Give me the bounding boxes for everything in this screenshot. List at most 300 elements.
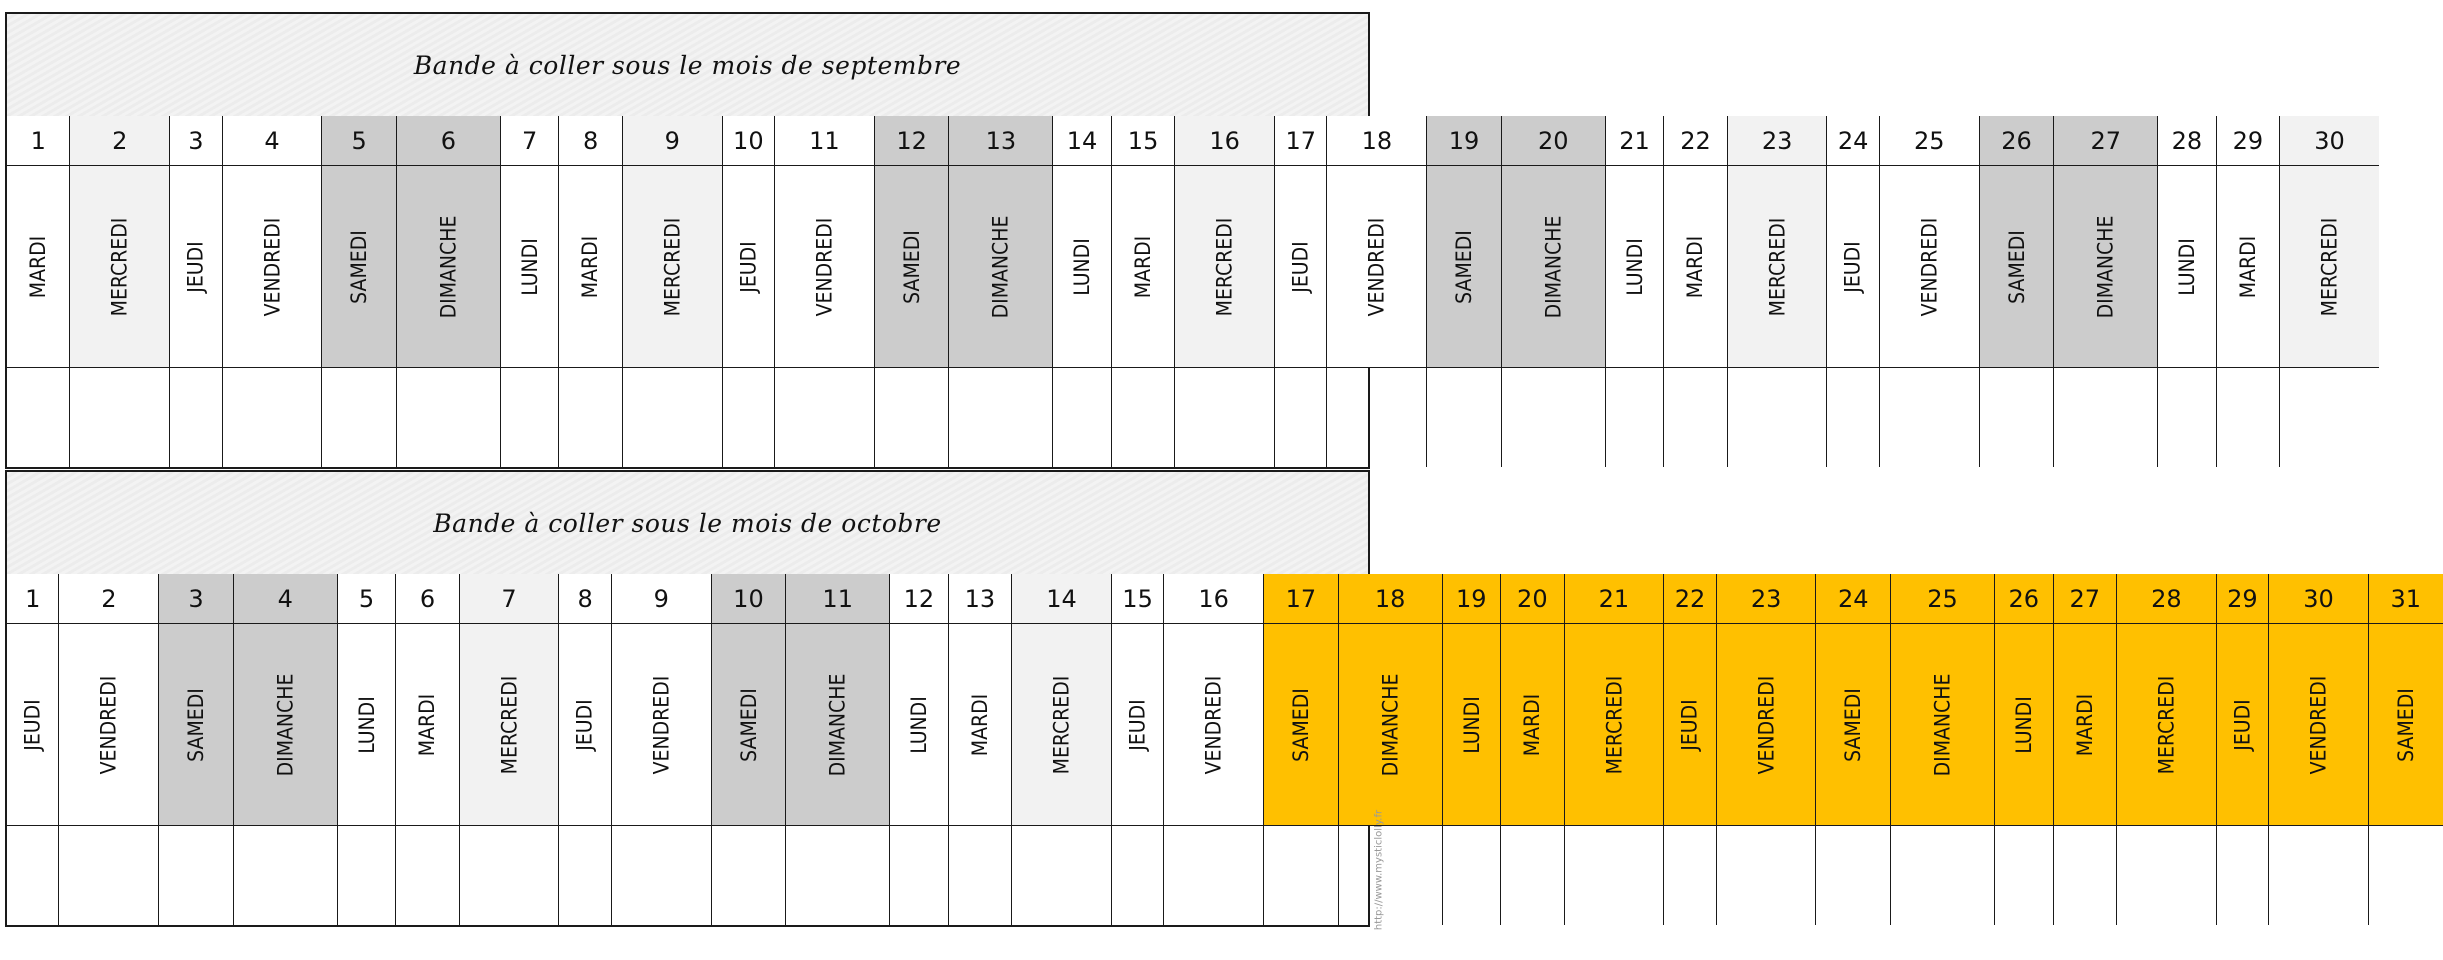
day-number: 10 (712, 574, 786, 624)
day-number: 27 (2054, 574, 2116, 624)
day-column (1663, 116, 1726, 467)
day-name: JEUDI (1678, 698, 1702, 751)
day-number: 31 (2369, 574, 2443, 624)
day-column (1716, 574, 1816, 925)
blank-cell (1012, 826, 1111, 925)
day-name: DIMANCHE (988, 215, 1013, 318)
day-name: MERCREDI (1601, 675, 1626, 774)
day-name: MARDI (2235, 235, 2260, 298)
day-name-cell (1264, 624, 1338, 826)
day-name: VENDREDI (1754, 675, 1779, 774)
day-name: VENDREDI (1917, 217, 1942, 316)
day-name: SAMEDI (347, 229, 372, 304)
day-column (1815, 574, 1890, 925)
day-name: MERCREDI (1049, 675, 1074, 774)
day-column (1890, 574, 1994, 925)
day-name: LUNDI (517, 237, 542, 296)
day-column (948, 574, 1011, 925)
day-name-cell (70, 166, 169, 368)
band-title: Bande à coller sous le mois de octobre (433, 508, 942, 538)
blank-cell (1664, 826, 1715, 925)
day-column (1263, 574, 1338, 925)
day-name-cell (338, 624, 396, 826)
blank-cell (2158, 368, 2216, 467)
day-column (7, 116, 69, 467)
blank-cell (2269, 826, 2368, 925)
day-column (711, 574, 786, 925)
day-name-cell (396, 624, 458, 826)
blank-cell (612, 826, 711, 925)
day-name: MERCREDI (497, 675, 522, 774)
day-column (2157, 116, 2216, 467)
day-column (722, 116, 774, 467)
day-name: VENDREDI (260, 217, 284, 316)
day-name: JEUDI (20, 698, 45, 751)
day-number: 2 (59, 574, 158, 624)
blank-cell (623, 368, 722, 467)
blank-cell (460, 826, 559, 925)
day-name: VENDREDI (812, 217, 837, 316)
day-column (58, 574, 158, 925)
day-number: 21 (1606, 116, 1664, 166)
day-number: 11 (786, 574, 889, 624)
day-name: VENDREDI (1201, 675, 1226, 774)
day-name: DIMANCHE (1930, 673, 1955, 776)
day-number: 17 (1275, 116, 1326, 166)
day-name-cell (501, 166, 559, 368)
day-column (558, 116, 621, 467)
blank-cell (170, 368, 221, 467)
day-name-cell (1995, 624, 2053, 826)
day-number: 21 (1565, 574, 1664, 624)
day-name-cell (1175, 166, 1274, 368)
day-name: LUNDI (1459, 695, 1484, 754)
day-number: 29 (2217, 574, 2268, 624)
day-name: JEUDI (1125, 698, 1150, 751)
blank-cell (1980, 368, 2054, 467)
day-name-cell (1502, 166, 1605, 368)
day-number: 26 (1980, 116, 2054, 166)
day-number: 24 (1816, 574, 1890, 624)
day-name: LUNDI (1070, 237, 1095, 296)
day-name: MARDI (1520, 693, 1545, 756)
day-name: MARDI (415, 693, 440, 756)
day-column (1500, 574, 1563, 925)
day-number: 18 (1339, 574, 1442, 624)
day-name-cell (712, 624, 786, 826)
day-name: MERCREDI (660, 217, 685, 316)
day-name: DIMANCHE (1541, 215, 1566, 318)
day-column (2279, 116, 2379, 467)
day-name: MARDI (1683, 235, 1708, 298)
day-number: 20 (1502, 116, 1605, 166)
day-name-cell (2217, 166, 2279, 368)
blank-cell (223, 368, 322, 467)
day-column (1501, 116, 1605, 467)
day-name-cell (1565, 624, 1664, 826)
day-name: LUNDI (2174, 237, 2199, 296)
day-number: 8 (559, 574, 610, 624)
day-number: 1 (7, 116, 69, 166)
day-grid (7, 116, 2345, 467)
day-column (222, 116, 322, 467)
day-name-cell (460, 624, 559, 826)
blank-cell (1565, 826, 1664, 925)
blank-cell (1891, 826, 1994, 925)
blank-cell (1880, 368, 1979, 467)
day-name-cell (612, 624, 711, 826)
blank-cell (70, 368, 169, 467)
day-name: SAMEDI (736, 687, 761, 762)
blank-cell (1717, 826, 1816, 925)
day-name: MARDI (26, 235, 51, 298)
blank-cell (501, 368, 559, 467)
day-name-cell (2054, 166, 2157, 368)
day-number: 22 (1664, 574, 1715, 624)
blank-cell (2217, 368, 2279, 467)
blank-cell (2217, 826, 2268, 925)
day-column (1011, 574, 1111, 925)
day-name-cell (1443, 624, 1501, 826)
day-column (1326, 116, 1426, 467)
blank-cell (159, 826, 233, 925)
day-column (874, 116, 949, 467)
day-number: 5 (338, 574, 396, 624)
blank-cell (1175, 368, 1274, 467)
blank-cell (1053, 368, 1111, 467)
day-name: DIMANCHE (273, 673, 298, 776)
day-number: 7 (501, 116, 559, 166)
blank-cell (1995, 826, 2053, 925)
day-name-cell (1427, 166, 1501, 368)
day-name: MERCREDI (2154, 675, 2179, 774)
day-name: VENDREDI (1364, 217, 1389, 316)
day-name-cell (775, 166, 874, 368)
day-column (2268, 574, 2368, 925)
day-name: DIMANCHE (436, 215, 461, 318)
day-number: 9 (612, 574, 711, 624)
day-column (337, 574, 396, 925)
day-name-cell (723, 166, 774, 368)
blank-cell (7, 826, 58, 925)
day-name-cell (786, 624, 889, 826)
day-name: MARDI (967, 693, 992, 756)
day-number: 2 (70, 116, 169, 166)
day-column (169, 116, 221, 467)
day-name-cell (234, 624, 337, 826)
watermark (1372, 785, 1386, 955)
blank-cell (2369, 826, 2443, 925)
day-column (1338, 574, 1442, 925)
day-column (1111, 116, 1174, 467)
day-column (1564, 574, 1664, 925)
day-name: MERCREDI (1765, 217, 1790, 316)
day-column (774, 116, 874, 467)
day-number: 7 (460, 574, 559, 624)
blank-cell (1275, 368, 1326, 467)
day-number: 30 (2280, 116, 2379, 166)
day-column (622, 116, 722, 467)
day-number: 16 (1175, 116, 1274, 166)
day-number: 12 (890, 574, 948, 624)
day-column (1426, 116, 1501, 467)
day-column (158, 574, 233, 925)
day-name: JEUDI (183, 240, 208, 293)
day-name-cell (7, 624, 58, 826)
day-name: DIMANCHE (2093, 215, 2118, 318)
band-title-bar (7, 14, 1368, 118)
day-name: LUNDI (354, 695, 379, 754)
day-name-cell (170, 166, 221, 368)
watermark-text: http://www.mysticlolly.fr (1373, 809, 1385, 931)
day-column (1052, 116, 1111, 467)
day-column (1274, 116, 1326, 467)
blank-cell (1501, 826, 1563, 925)
day-name-cell (559, 166, 621, 368)
blank-cell (234, 826, 337, 925)
day-number: 3 (170, 116, 221, 166)
day-column (1879, 116, 1979, 467)
day-number: 26 (1995, 574, 2053, 624)
blank-cell (786, 826, 889, 925)
day-number: 14 (1012, 574, 1111, 624)
day-name: MERCREDI (107, 217, 132, 316)
day-name-cell (2117, 624, 2216, 826)
blank-cell (1339, 826, 1442, 925)
band-title: Bande à coller sous le mois de septembre (413, 50, 962, 80)
day-name-cell (875, 166, 949, 368)
day-column (558, 574, 610, 925)
blank-cell (875, 368, 949, 467)
blank-cell (1164, 826, 1263, 925)
blank-cell (7, 368, 69, 467)
day-name: SAMEDI (1452, 229, 1477, 304)
day-name: MARDI (2072, 693, 2097, 756)
day-column (500, 116, 559, 467)
day-column (2216, 116, 2279, 467)
day-name-cell (1816, 624, 1890, 826)
day-number: 15 (1112, 116, 1174, 166)
day-name: LUNDI (1622, 237, 1647, 296)
day-column (2053, 116, 2157, 467)
day-column (889, 574, 948, 925)
day-column (395, 574, 458, 925)
blank-cell (1606, 368, 1664, 467)
day-column (1605, 116, 1664, 467)
day-number: 28 (2158, 116, 2216, 166)
day-column (1994, 574, 2053, 925)
day-number: 28 (2117, 574, 2216, 624)
day-column (69, 116, 169, 467)
day-name: SAMEDI (2004, 229, 2029, 304)
day-name-cell (890, 624, 948, 826)
day-name: JEUDI (1841, 240, 1866, 293)
day-name-cell (1664, 166, 1726, 368)
blank-cell (723, 368, 774, 467)
day-column (233, 574, 337, 925)
blank-cell (712, 826, 786, 925)
day-number: 18 (1327, 116, 1426, 166)
day-name-cell (397, 166, 500, 368)
day-number: 19 (1427, 116, 1501, 166)
day-name-cell (1717, 624, 1816, 826)
day-name-cell (2369, 624, 2443, 826)
day-number: 14 (1053, 116, 1111, 166)
day-name-cell (949, 166, 1052, 368)
day-name: SAMEDI (2393, 687, 2418, 762)
day-name: JEUDI (736, 240, 761, 293)
day-name-cell (1880, 166, 1979, 368)
day-number: 22 (1664, 116, 1726, 166)
blank-cell (1816, 826, 1890, 925)
day-name-cell (59, 624, 158, 826)
blank-cell (1427, 368, 1501, 467)
blank-cell (1502, 368, 1605, 467)
day-name: SAMEDI (1841, 687, 1866, 762)
day-column (2116, 574, 2216, 925)
blank-cell (1327, 368, 1426, 467)
day-number: 23 (1717, 574, 1816, 624)
day-column (611, 574, 711, 925)
blank-cell (396, 826, 458, 925)
day-name-cell (623, 166, 722, 368)
day-column (2216, 574, 2268, 925)
day-column (1174, 116, 1274, 467)
day-name-cell (1012, 624, 1111, 826)
day-name-cell (2269, 624, 2368, 826)
day-number: 30 (2269, 574, 2368, 624)
blank-cell (1827, 368, 1878, 467)
day-number: 13 (949, 116, 1052, 166)
blank-cell (2054, 368, 2157, 467)
september-band (5, 12, 2345, 469)
day-number: 25 (1891, 574, 1994, 624)
day-number: 25 (1880, 116, 1979, 166)
day-name-cell (1339, 624, 1442, 826)
day-name: SAMEDI (1288, 687, 1313, 762)
day-number: 5 (322, 116, 396, 166)
day-number: 16 (1164, 574, 1263, 624)
day-name-cell (1728, 166, 1827, 368)
day-column (1979, 116, 2054, 467)
day-column (948, 116, 1052, 467)
day-number: 20 (1501, 574, 1563, 624)
day-number: 24 (1827, 116, 1878, 166)
day-column (1111, 574, 1163, 925)
blank-cell (1112, 368, 1174, 467)
day-name-cell (1980, 166, 2054, 368)
day-number: 13 (949, 574, 1011, 624)
blank-cell (397, 368, 500, 467)
day-name: MERCREDI (2317, 217, 2342, 316)
day-name-cell (1891, 624, 1994, 826)
day-number: 6 (397, 116, 500, 166)
blank-cell (1264, 826, 1338, 925)
blank-cell (1443, 826, 1501, 925)
day-column (2368, 574, 2443, 925)
day-number: 10 (723, 116, 774, 166)
day-name-cell (2217, 624, 2268, 826)
day-column (2053, 574, 2116, 925)
day-name: LUNDI (2011, 695, 2036, 754)
blank-cell (59, 826, 158, 925)
day-name: JEUDI (2230, 698, 2255, 751)
day-name: DIMANCHE (825, 673, 850, 776)
day-name: JEUDI (1288, 240, 1313, 293)
day-name-cell (322, 166, 396, 368)
day-number: 4 (234, 574, 337, 624)
day-name-cell (1275, 166, 1326, 368)
day-name-cell (949, 624, 1011, 826)
day-column (7, 574, 58, 925)
band-title-bar (7, 472, 1368, 576)
day-number: 17 (1264, 574, 1338, 624)
day-column (1442, 574, 1501, 925)
day-column (1826, 116, 1878, 467)
day-column (396, 116, 500, 467)
blank-cell (949, 368, 1052, 467)
blank-cell (559, 368, 621, 467)
day-column (1163, 574, 1263, 925)
day-number: 11 (775, 116, 874, 166)
day-name: MARDI (578, 235, 603, 298)
blank-cell (949, 826, 1011, 925)
blank-cell (2117, 826, 2216, 925)
day-name-cell (1053, 166, 1111, 368)
day-name: LUNDI (906, 695, 931, 754)
day-number: 29 (2217, 116, 2279, 166)
day-name-cell (159, 624, 233, 826)
day-name-cell (223, 166, 322, 368)
day-number: 23 (1728, 116, 1827, 166)
day-column (459, 574, 559, 925)
day-number: 4 (223, 116, 322, 166)
day-column (1663, 574, 1715, 925)
day-name-cell (2054, 624, 2116, 826)
blank-cell (775, 368, 874, 467)
day-number: 19 (1443, 574, 1501, 624)
day-name-cell (2158, 166, 2216, 368)
day-name: SAMEDI (184, 687, 209, 762)
day-name: VENDREDI (2306, 675, 2331, 774)
day-name-cell (1606, 166, 1664, 368)
day-name: VENDREDI (96, 675, 121, 774)
day-name-cell (1501, 624, 1563, 826)
day-name-cell (1164, 624, 1263, 826)
day-number: 1 (7, 574, 58, 624)
blank-cell (2054, 826, 2116, 925)
day-column (1727, 116, 1827, 467)
day-name: VENDREDI (649, 675, 674, 774)
blank-cell (890, 826, 948, 925)
day-number: 15 (1112, 574, 1163, 624)
day-name-cell (1664, 624, 1715, 826)
day-column (785, 574, 889, 925)
day-name-cell (7, 166, 69, 368)
blank-cell (2280, 368, 2379, 467)
day-number: 12 (875, 116, 949, 166)
day-column (321, 116, 396, 467)
blank-cell (1728, 368, 1827, 467)
day-number: 27 (2054, 116, 2157, 166)
day-number: 8 (559, 116, 621, 166)
day-name-cell (1327, 166, 1426, 368)
day-number: 9 (623, 116, 722, 166)
day-name: DIMANCHE (1378, 673, 1403, 776)
blank-cell (1664, 368, 1726, 467)
day-name: JEUDI (573, 698, 598, 751)
day-number: 6 (396, 574, 458, 624)
